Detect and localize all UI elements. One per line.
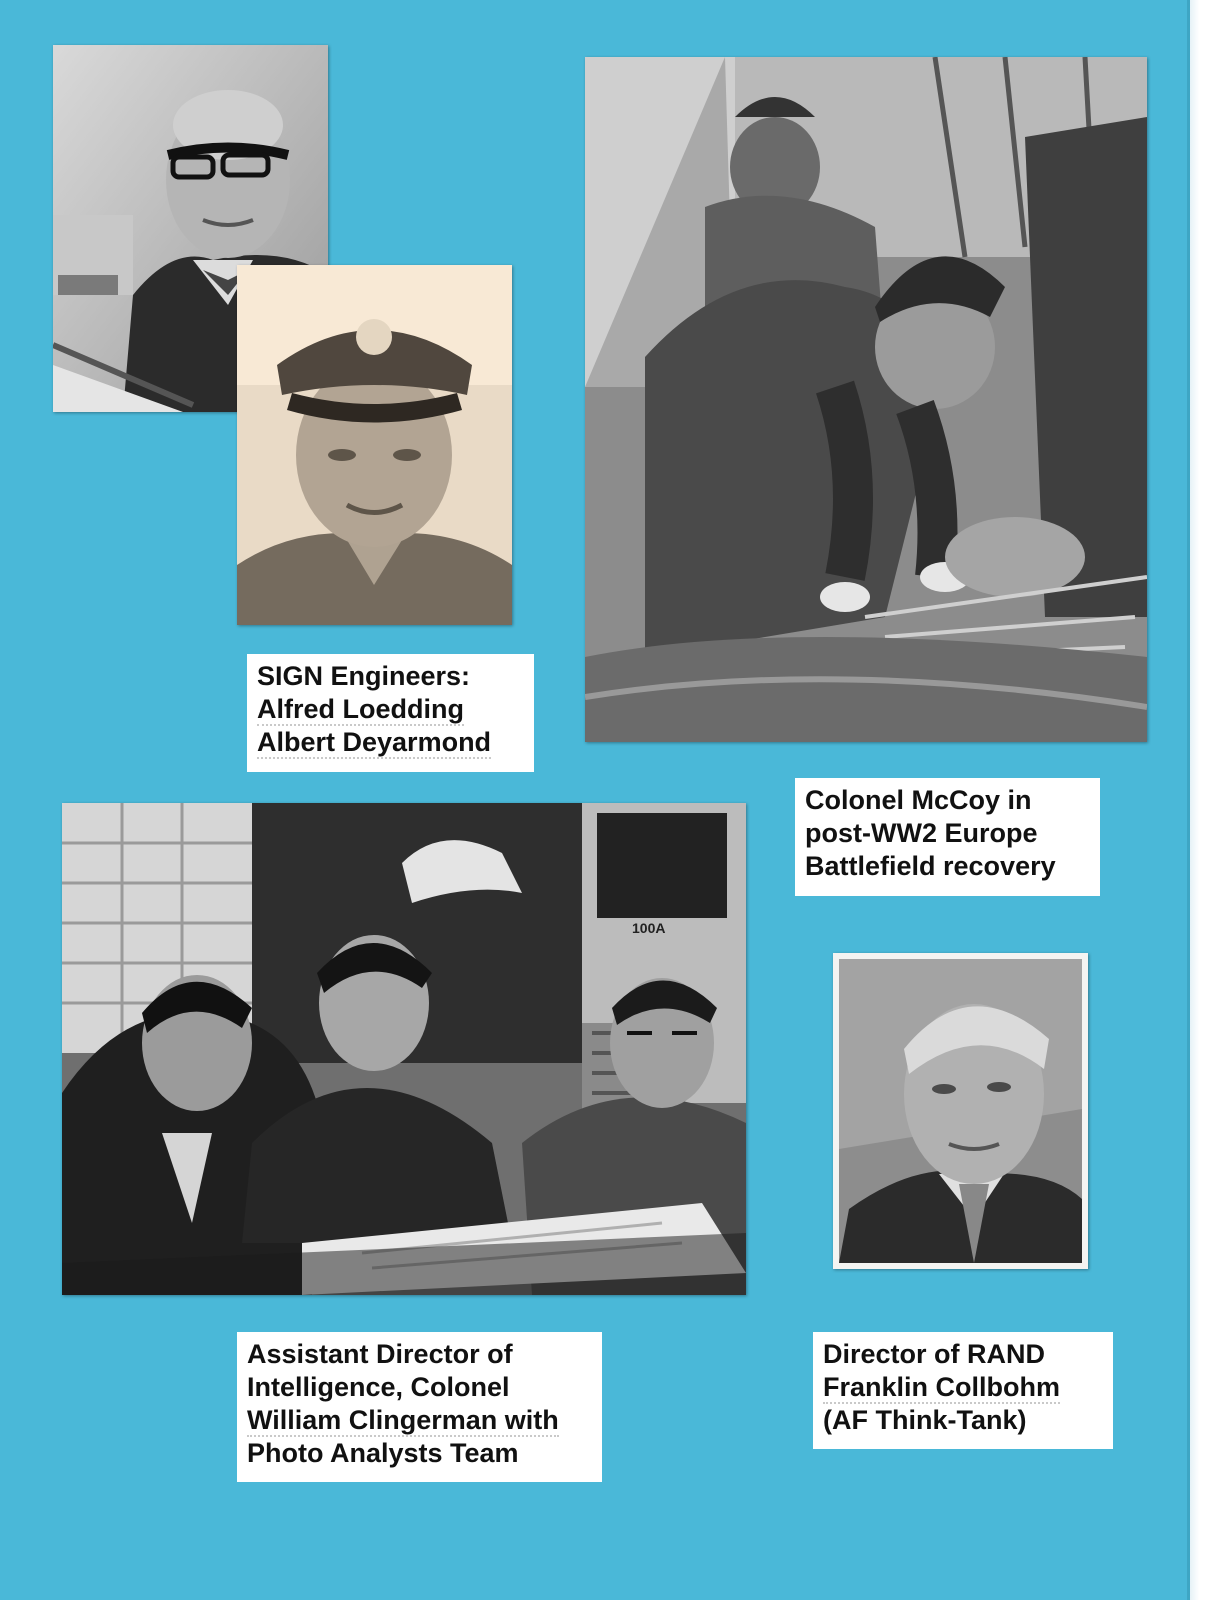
caption-sign-engineers [247, 654, 534, 772]
caption-rand-line-3: (AF Think-Tank) [823, 1405, 1027, 1435]
caption-sign-line-1: SIGN Engineers: [257, 661, 471, 691]
caption-clingerman-line-4: Photo Analysts Team [247, 1438, 519, 1468]
caption-clingerman-line-2: Intelligence, Colonel [247, 1372, 510, 1402]
photo-albert-deyarmond [237, 265, 512, 625]
caption-mccoy-line-2: post-WW2 Europe [805, 818, 1038, 848]
caption-rand-line-2 [823, 1371, 1103, 1404]
photo-franklin-collbohm [833, 953, 1088, 1269]
caption-clingerman-line-3 [247, 1404, 592, 1437]
caption-clingerman-line-1: Assistant Director of [247, 1339, 513, 1369]
caption-colonel-mccoy [795, 778, 1100, 896]
caption-sign-name-2: Albert Deyarmond [257, 727, 492, 757]
caption-clingerman [237, 1332, 602, 1482]
caption-mccoy-line-1: Colonel McCoy in [805, 785, 1032, 815]
portrait-photo-icon [237, 265, 512, 625]
photo-colonel-mccoy [585, 57, 1147, 742]
caption-clingerman-name: William Clingerman with [247, 1405, 559, 1435]
photo-clingerman-team [62, 803, 746, 1295]
paper-edge [1190, 0, 1213, 1600]
caption-mccoy-line-3: Battlefield recovery [805, 851, 1056, 881]
field-photo-icon [585, 57, 1147, 742]
caption-rand-name: Franklin Collbohm [823, 1372, 1061, 1402]
caption-rand-line-1: Director of RAND [823, 1339, 1046, 1369]
group-photo-icon [62, 803, 746, 1295]
caption-sign-line-3 [257, 726, 524, 759]
door-number-label: 100A [632, 920, 666, 936]
portrait-photo-icon [839, 959, 1082, 1263]
caption-sign-line-2 [257, 693, 524, 726]
caption-rand [813, 1332, 1113, 1449]
caption-sign-name-1: Alfred Loedding [257, 694, 464, 724]
